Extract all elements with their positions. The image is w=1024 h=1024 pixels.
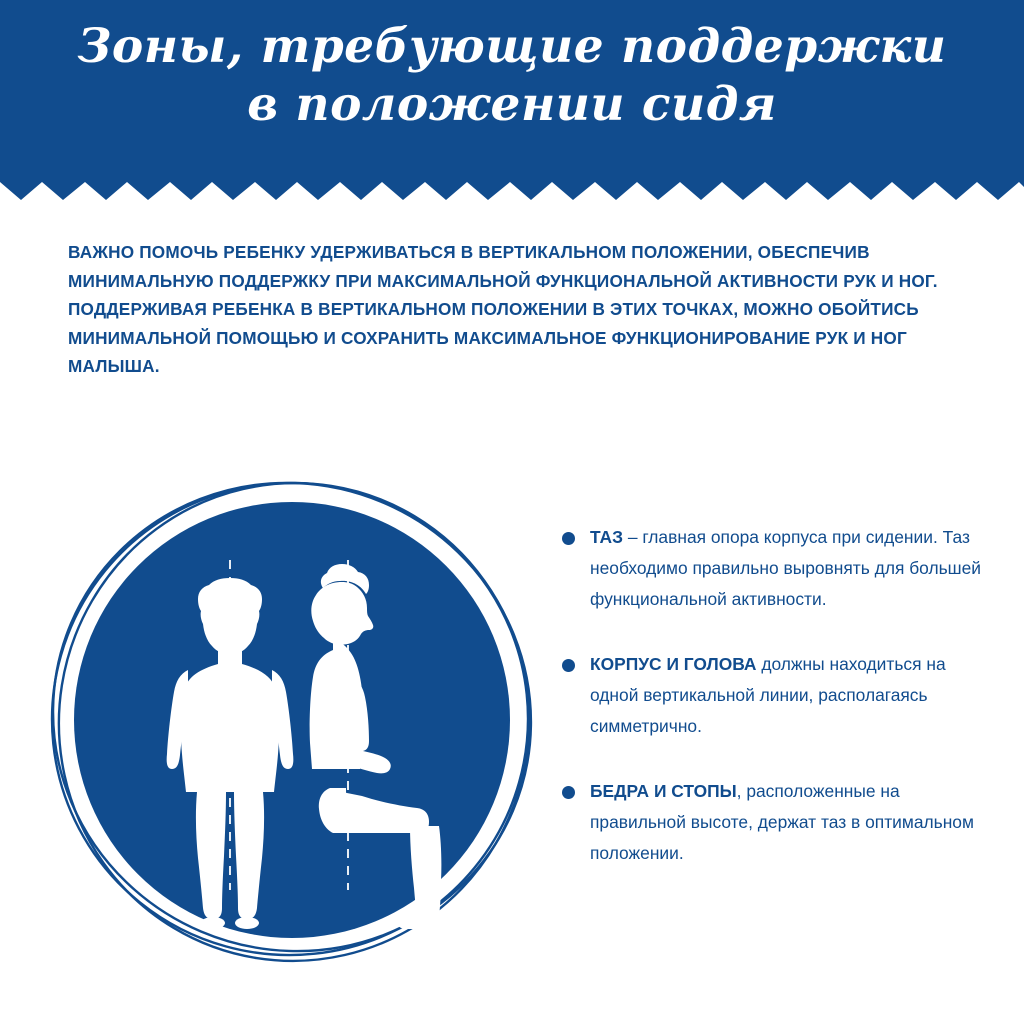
bullet-dot-icon [562,786,575,799]
intro-paragraph-2: ПОДДЕРЖИВАЯ РЕБЕНКА В ВЕРТИКАЛЬНОМ ПОЛОЖЕНИИ В ЭТИХ ТОЧКАХ, МОЖНО ОБОЙТИСЬ МИНИМАЛЬНОЙ ПОМОЩЬЮ И СОХРАНИТЬ МАКСИМАЛЬНОЕ ФУНКЦИОНИРОВАНИЕ РУК И НОГ МАЛЫША. [68,299,919,376]
blue-disc [74,502,510,938]
list-item-term: КОРПУС И ГОЛОВА [590,654,757,674]
list-item [562,776,982,869]
list-item-text: должны находиться на одной вертикальной линии, располагаясь симметрично. [590,654,946,736]
page-title [0,18,1024,134]
list-item [562,522,982,615]
list-item-text: , расположенные на правильной высоте, держат таз в оптимальном положении. [590,781,974,863]
list-item-term: ТАЗ [590,527,623,547]
page-title-line-2: в положении сидя [247,77,777,132]
illustration-svg [42,470,542,970]
bullet-dot-icon [562,532,575,545]
zigzag-divider [0,174,1024,200]
list-item-term: БЕДРА И СТОПЫ [590,781,737,801]
list-item [562,649,982,742]
bullet-dot-icon [562,659,575,672]
child-posture-circle-illustration [42,470,542,970]
page-title-line-1: Зоны, требующие поддержки [77,19,947,74]
header-banner [0,0,1024,200]
intro-paragraph-1: ВАЖНО ПОМОЧЬ РЕБЕНКУ УДЕРЖИВАТЬСЯ В ВЕРТИКАЛЬНОМ ПОЛОЖЕНИИ, ОБЕСПЕЧИВ МИНИМАЛЬНУЮ ПОДДЕРЖКУ ПРИ МАКСИМАЛЬНОЙ ФУНКЦИОНАЛЬНОЙ АКТИВНОСТИ РУК И НОГ. [68,242,938,291]
intro-text-block [68,238,958,381]
list-item-text: – главная опора корпуса при сидении. Таз необходимо правильно выровнять для большей функциональной активности. [590,527,982,609]
support-points-list [562,522,982,869]
